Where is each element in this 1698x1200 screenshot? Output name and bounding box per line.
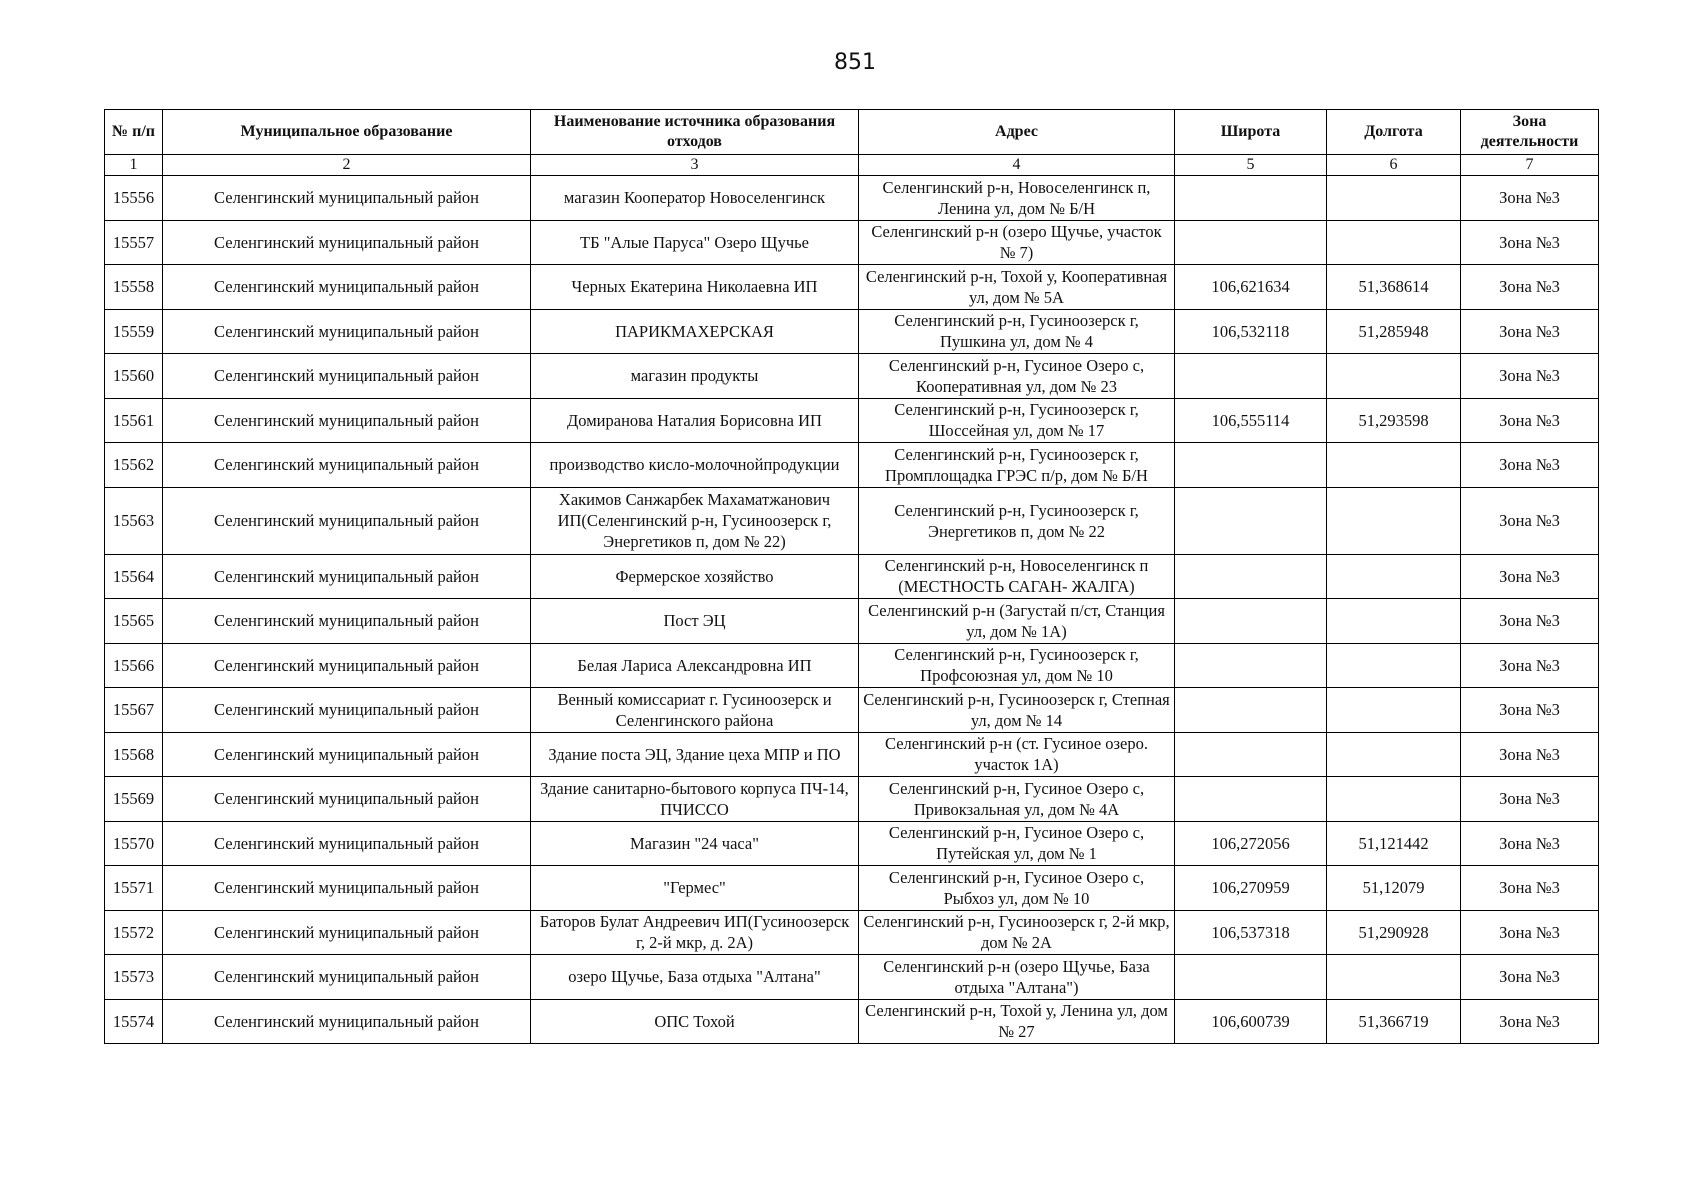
longitude-cell — [1327, 955, 1461, 1000]
municipality-cell: Селенгинский муниципальный район — [163, 910, 531, 955]
address-cell: Селенгинский р-н, Тохой у, Ленина ул, дом № 27 — [859, 999, 1175, 1044]
row-number: 15566 — [105, 643, 163, 688]
source-cell: Здание санитарно-бытового корпуса ПЧ-14, ПЧИССО — [531, 777, 859, 822]
source-cell: магазин продукты — [531, 354, 859, 399]
longitude-cell — [1327, 220, 1461, 265]
column-number: 4 — [859, 155, 1175, 176]
row-number: 15564 — [105, 554, 163, 599]
longitude-cell — [1327, 487, 1461, 554]
municipality-cell: Селенгинский муниципальный район — [163, 821, 531, 866]
row-number: 15557 — [105, 220, 163, 265]
municipality-cell: Селенгинский муниципальный район — [163, 309, 531, 354]
row-number: 15567 — [105, 688, 163, 733]
column-number: 5 — [1175, 155, 1327, 176]
municipality-cell: Селенгинский муниципальный район — [163, 354, 531, 399]
table-row — [105, 220, 1599, 265]
longitude-cell — [1327, 599, 1461, 644]
address-cell: Селенгинский р-н (Загустай п/ст, Станция ул, дом № 1А) — [859, 599, 1175, 644]
municipality-cell: Селенгинский муниципальный район — [163, 599, 531, 644]
row-number: 15562 — [105, 443, 163, 488]
row-number: 15561 — [105, 398, 163, 443]
table-row — [105, 309, 1599, 354]
header-address: Адрес — [859, 110, 1175, 155]
address-cell: Селенгинский р-н, Гусиное Озеро с, Путейская ул, дом № 1 — [859, 821, 1175, 866]
address-cell: Селенгинский р-н, Гусиноозерск г, Профсоюзная ул, дом № 10 — [859, 643, 1175, 688]
municipality-cell: Селенгинский муниципальный район — [163, 643, 531, 688]
source-cell: ТБ "Алые Паруса" Озеро Щучье — [531, 220, 859, 265]
address-cell: Селенгинский р-н, Гусиноозерск г, Пушкина ул, дом № 4 — [859, 309, 1175, 354]
latitude-cell: 106,272056 — [1175, 821, 1327, 866]
column-number: 3 — [531, 155, 859, 176]
source-cell: Домиранова Наталия Борисовна ИП — [531, 398, 859, 443]
zone-cell: Зона №3 — [1461, 732, 1599, 777]
column-number: 7 — [1461, 155, 1599, 176]
longitude-cell — [1327, 777, 1461, 822]
header-municipality: Муниципальное образование — [163, 110, 531, 155]
header-num: № п/п — [105, 110, 163, 155]
latitude-cell — [1175, 487, 1327, 554]
header-longitude: Долгота — [1327, 110, 1461, 155]
latitude-cell — [1175, 554, 1327, 599]
zone-cell: Зона №3 — [1461, 220, 1599, 265]
zone-cell: Зона №3 — [1461, 487, 1599, 554]
latitude-cell — [1175, 220, 1327, 265]
table-row — [105, 866, 1599, 911]
table-row — [105, 999, 1599, 1044]
table-row — [105, 443, 1599, 488]
source-cell: Магазин "24 часа" — [531, 821, 859, 866]
header-source: Наименование источника образования отходов — [531, 110, 859, 155]
longitude-cell: 51,290928 — [1327, 910, 1461, 955]
longitude-cell — [1327, 354, 1461, 399]
zone-cell: Зона №3 — [1461, 866, 1599, 911]
address-cell: Селенгинский р-н, Гусиноозерск г, Энергетиков п, дом № 22 — [859, 487, 1175, 554]
municipality-cell: Селенгинский муниципальный район — [163, 999, 531, 1044]
row-number: 15573 — [105, 955, 163, 1000]
zone-cell: Зона №3 — [1461, 265, 1599, 310]
municipality-cell: Селенгинский муниципальный район — [163, 554, 531, 599]
zone-cell: Зона №3 — [1461, 688, 1599, 733]
source-cell: Баторов Булат Андреевич ИП(Гусиноозерск г, 2-й мкр, д. 2А) — [531, 910, 859, 955]
zone-cell: Зона №3 — [1461, 999, 1599, 1044]
latitude-cell — [1175, 599, 1327, 644]
source-cell: Фермерское хозяйство — [531, 554, 859, 599]
source-cell: магазин Кооператор Новоселенгинск — [531, 176, 859, 221]
longitude-cell: 51,293598 — [1327, 398, 1461, 443]
column-number: 2 — [163, 155, 531, 176]
column-number: 6 — [1327, 155, 1461, 176]
longitude-cell — [1327, 732, 1461, 777]
municipality-cell: Селенгинский муниципальный район — [163, 866, 531, 911]
zone-cell: Зона №3 — [1461, 554, 1599, 599]
column-number-row — [105, 155, 1599, 176]
latitude-cell — [1175, 354, 1327, 399]
table-row — [105, 821, 1599, 866]
zone-cell: Зона №3 — [1461, 821, 1599, 866]
address-cell: Селенгинский р-н, Гусиное Озеро с, Кооперативная ул, дом № 23 — [859, 354, 1175, 399]
zone-cell: Зона №3 — [1461, 777, 1599, 822]
table-row — [105, 910, 1599, 955]
row-number: 15574 — [105, 999, 163, 1044]
row-number: 15565 — [105, 599, 163, 644]
row-number: 15569 — [105, 777, 163, 822]
municipality-cell: Селенгинский муниципальный район — [163, 265, 531, 310]
latitude-cell: 106,600739 — [1175, 999, 1327, 1044]
latitude-cell: 106,555114 — [1175, 398, 1327, 443]
address-cell: Селенгинский р-н, Гусиноозерск г, Промплощадка ГРЭС п/р, дом № Б/Н — [859, 443, 1175, 488]
zone-cell: Зона №3 — [1461, 354, 1599, 399]
zone-cell: Зона №3 — [1461, 309, 1599, 354]
table-row — [105, 398, 1599, 443]
waste-sources-table — [104, 109, 1599, 1044]
address-cell: Селенгинский р-н, Гусиноозерск г, Степная ул, дом № 14 — [859, 688, 1175, 733]
municipality-cell: Селенгинский муниципальный район — [163, 688, 531, 733]
source-cell: ПАРИКМАХЕРСКАЯ — [531, 309, 859, 354]
row-number: 15571 — [105, 866, 163, 911]
source-cell: Венный комиссариат г. Гусиноозерск и Селенгинского района — [531, 688, 859, 733]
zone-cell: Зона №3 — [1461, 955, 1599, 1000]
column-number: 1 — [105, 155, 163, 176]
table-row — [105, 487, 1599, 554]
row-number: 15570 — [105, 821, 163, 866]
address-cell: Селенгинский р-н, Новоселенгинск п (МЕСТНОСТЬ САГАН- ЖАЛГА) — [859, 554, 1175, 599]
zone-cell: Зона №3 — [1461, 643, 1599, 688]
row-number: 15568 — [105, 732, 163, 777]
header-row — [105, 110, 1599, 155]
longitude-cell: 51,368614 — [1327, 265, 1461, 310]
municipality-cell: Селенгинский муниципальный район — [163, 176, 531, 221]
table-row — [105, 732, 1599, 777]
longitude-cell — [1327, 643, 1461, 688]
header-zone: Зона деятельности — [1461, 110, 1599, 155]
longitude-cell: 51,285948 — [1327, 309, 1461, 354]
table-row — [105, 354, 1599, 399]
latitude-cell — [1175, 443, 1327, 488]
table-row — [105, 599, 1599, 644]
source-cell: озеро Щучье, База отдыха "Алтана" — [531, 955, 859, 1000]
row-number: 15572 — [105, 910, 163, 955]
longitude-cell: 51,12079 — [1327, 866, 1461, 911]
page-number: 851 — [834, 50, 876, 75]
latitude-cell: 106,270959 — [1175, 866, 1327, 911]
source-cell: ОПС Тохой — [531, 999, 859, 1044]
latitude-cell — [1175, 732, 1327, 777]
municipality-cell: Селенгинский муниципальный район — [163, 777, 531, 822]
latitude-cell — [1175, 688, 1327, 733]
zone-cell: Зона №3 — [1461, 599, 1599, 644]
latitude-cell: 106,537318 — [1175, 910, 1327, 955]
longitude-cell — [1327, 554, 1461, 599]
table-row — [105, 688, 1599, 733]
longitude-cell — [1327, 688, 1461, 733]
zone-cell: Зона №3 — [1461, 176, 1599, 221]
table-row — [105, 265, 1599, 310]
address-cell: Селенгинский р-н (ст. Гусиное озеро. участок 1А) — [859, 732, 1175, 777]
row-number: 15563 — [105, 487, 163, 554]
address-cell: Селенгинский р-н (озеро Щучье, База отдыха "Алтана") — [859, 955, 1175, 1000]
table-row — [105, 777, 1599, 822]
source-cell: Хакимов Санжарбек Махаматжанович ИП(Селенгинский р-н, Гусиноозерск г, Энергетиков п, дом № 22) — [531, 487, 859, 554]
row-number: 15559 — [105, 309, 163, 354]
latitude-cell — [1175, 176, 1327, 221]
municipality-cell: Селенгинский муниципальный район — [163, 398, 531, 443]
longitude-cell — [1327, 443, 1461, 488]
address-cell: Селенгинский р-н, Гусиное Озеро с, Привокзальная ул, дом № 4А — [859, 777, 1175, 822]
source-cell: Белая Лариса Александровна ИП — [531, 643, 859, 688]
municipality-cell: Селенгинский муниципальный район — [163, 487, 531, 554]
source-cell: Здание поста ЭЦ, Здание цеха МПР и ПО — [531, 732, 859, 777]
header-latitude: Широта — [1175, 110, 1327, 155]
address-cell: Селенгинский р-н, Тохой у, Кооперативная ул, дом № 5А — [859, 265, 1175, 310]
row-number: 15556 — [105, 176, 163, 221]
address-cell: Селенгинский р-н, Новоселенгинск п, Ленина ул, дом № Б/Н — [859, 176, 1175, 221]
table-row — [105, 643, 1599, 688]
row-number: 15560 — [105, 354, 163, 399]
latitude-cell — [1175, 777, 1327, 822]
zone-cell: Зона №3 — [1461, 910, 1599, 955]
table-row — [105, 955, 1599, 1000]
latitude-cell: 106,532118 — [1175, 309, 1327, 354]
source-cell: Пост ЭЦ — [531, 599, 859, 644]
source-cell: Черных Екатерина Николаевна ИП — [531, 265, 859, 310]
municipality-cell: Селенгинский муниципальный район — [163, 220, 531, 265]
table-row — [105, 554, 1599, 599]
latitude-cell — [1175, 955, 1327, 1000]
longitude-cell: 51,121442 — [1327, 821, 1461, 866]
longitude-cell — [1327, 176, 1461, 221]
zone-cell: Зона №3 — [1461, 398, 1599, 443]
municipality-cell: Селенгинский муниципальный район — [163, 443, 531, 488]
address-cell: Селенгинский р-н, Гусиноозерск г, 2-й мкр, дом № 2А — [859, 910, 1175, 955]
municipality-cell: Селенгинский муниципальный район — [163, 955, 531, 1000]
address-cell: Селенгинский р-н, Гусиное Озеро с, Рыбхоз ул, дом № 10 — [859, 866, 1175, 911]
source-cell: производство кисло-молочнойпродукции — [531, 443, 859, 488]
municipality-cell: Селенгинский муниципальный район — [163, 732, 531, 777]
table-row — [105, 176, 1599, 221]
row-number: 15558 — [105, 265, 163, 310]
address-cell: Селенгинский р-н, Гусиноозерск г, Шоссейная ул, дом № 17 — [859, 398, 1175, 443]
longitude-cell: 51,366719 — [1327, 999, 1461, 1044]
source-cell: "Гермес" — [531, 866, 859, 911]
zone-cell: Зона №3 — [1461, 443, 1599, 488]
latitude-cell — [1175, 643, 1327, 688]
address-cell: Селенгинский р-н (озеро Щучье, участок № 7) — [859, 220, 1175, 265]
latitude-cell: 106,621634 — [1175, 265, 1327, 310]
